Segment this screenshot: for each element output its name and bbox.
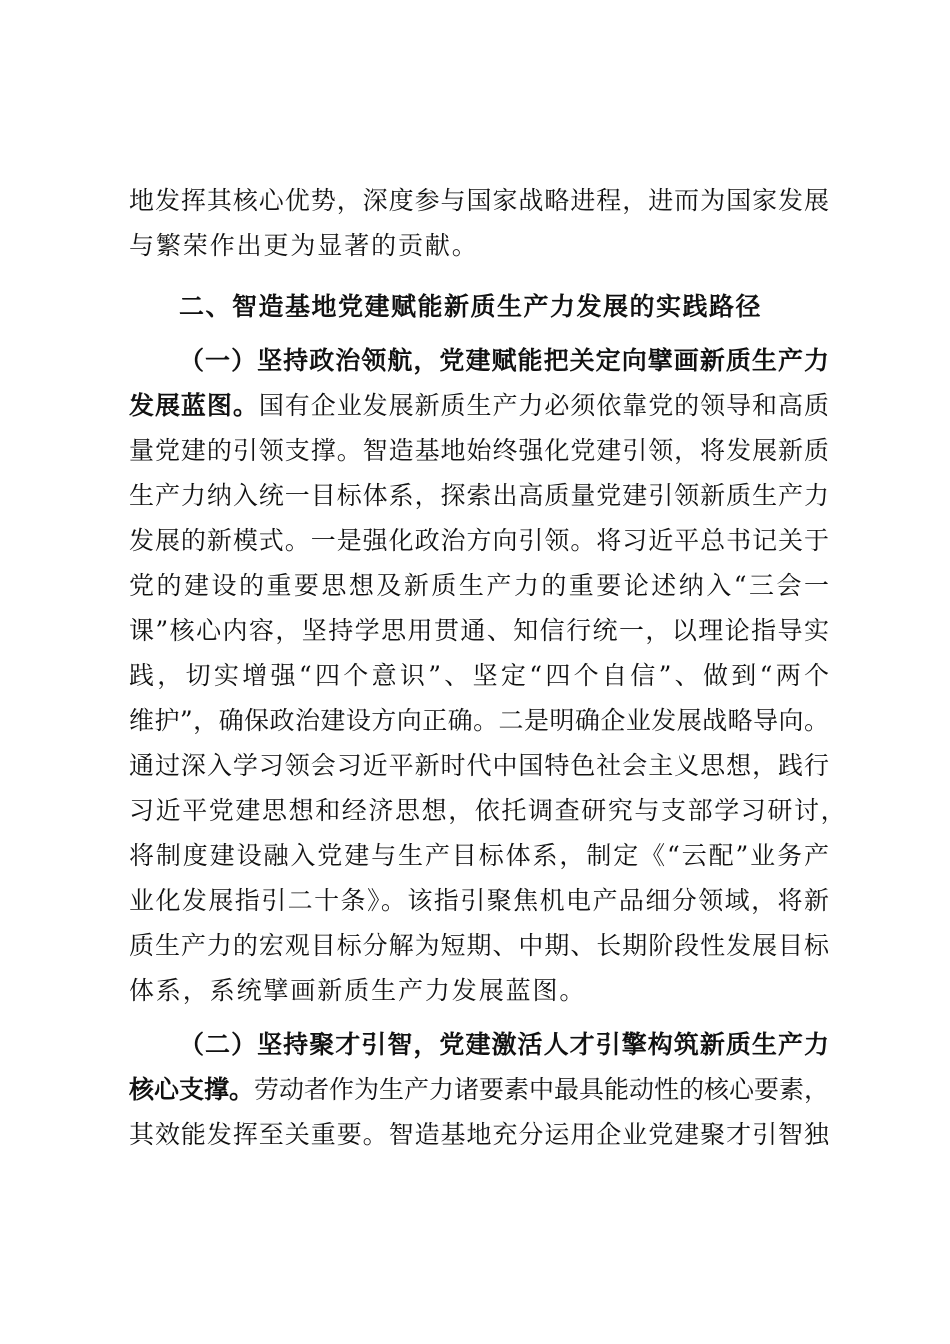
subsection-1-body-line: 生产力纳入统一目标体系，探索出高质量党建引领新质生产力	[129, 481, 829, 510]
subsection-1-body-line: 课”核心内容，坚持学思用贯通、知信行统一，以理论指导实	[129, 616, 829, 645]
subsection-2-line-2-text: 劳动者作为生产力诸要素中最具能动性的核心要素，	[254, 1075, 830, 1104]
intro-line-1: 地发挥其核心优势，深度参与国家战略进程，进而为国家发展	[129, 186, 829, 215]
subsection-1-title-end: 发展蓝图。	[129, 391, 259, 420]
section-heading: 二、智造基地党建赋能新质生产力发展的实践路径	[179, 292, 763, 321]
intro-line-2: 与繁荣作出更为显著的贡献。	[129, 231, 479, 260]
subsection-2-title-end: 核心支撑。	[129, 1075, 255, 1104]
subsection-1-body-line: 业化发展指引二十条》。该指引聚焦机电产品细分领域，将新	[129, 886, 829, 915]
subsection-1-body-line: 党的建设的重要思想及新质生产力的重要论述纳入“三会一	[129, 571, 829, 600]
subsection-1-body-line: 通过深入学习领会习近平新时代中国特色社会主义思想，践行	[129, 751, 829, 780]
subsection-2-line-2	[129, 1070, 829, 1110]
subsection-2-body-line: 其效能发挥至关重要。智造基地充分运用企业党建聚才引智独	[129, 1120, 829, 1149]
subsection-1-body-line: 践，切实增强“四个意识”、坚定“四个自信”、做到“两个	[129, 661, 829, 690]
subsection-1-body-line: 发展的新模式。一是强化政治方向引领。将习近平总书记关于	[129, 526, 829, 555]
subsection-1-body-line: 维护”，确保政治建设方向正确。二是明确企业发展战略导向。	[129, 706, 829, 735]
subsection-1-line-2-text: 国有企业发展新质生产力必须依靠党的领导和高质	[258, 391, 829, 420]
subsection-1-body-line: 将制度建设融入党建与生产目标体系，制定《“云配”业务产	[129, 841, 829, 870]
subsection-1-line-2	[129, 386, 829, 426]
subsection-1-body-line: 质生产力的宏观目标分解为短期、中期、长期阶段性发展目标	[129, 931, 829, 960]
subsection-1-body-line: 量党建的引领支撑。智造基地始终强化党建引领，将发展新质	[129, 436, 829, 465]
subsection-1-title-line-1: （一）坚持政治领航，党建赋能把关定向擘画新质生产力	[179, 346, 829, 375]
subsection-1-body-line: 体系，系统擘画新质生产力发展蓝图。	[129, 976, 587, 1005]
subsection-1-body-line: 习近平党建思想和经济思想，依托调查研究与支部学习研讨，	[129, 796, 848, 825]
subsection-2-title-line-1: （二）坚持聚才引智，党建激活人才引擎构筑新质生产力	[179, 1030, 829, 1059]
